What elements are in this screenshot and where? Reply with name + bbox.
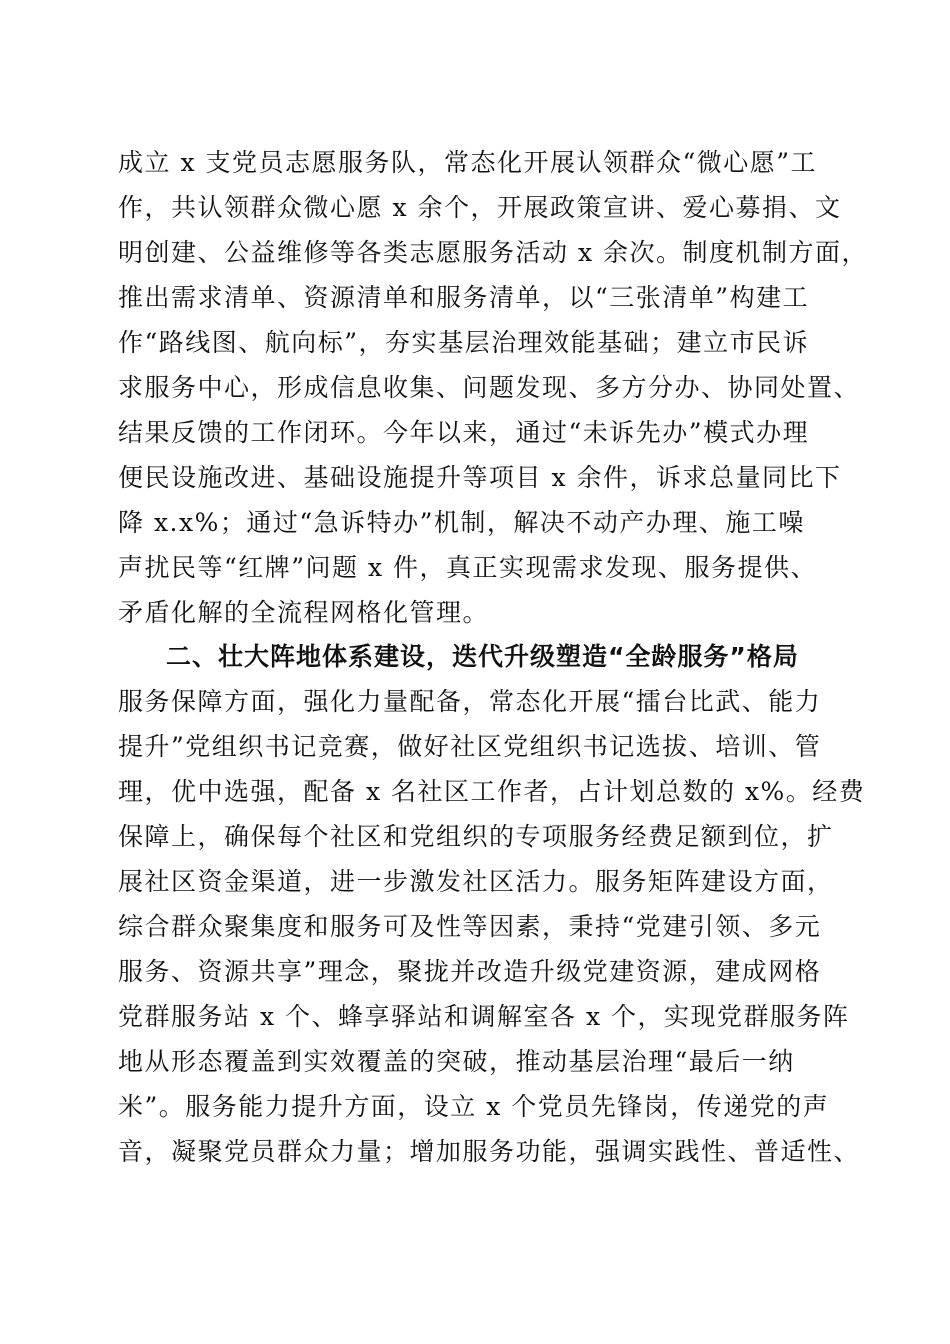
paragraph-line: 理，优中选强，配备 x 名社区工作者，占计划总数的 x%。经费 [118,777,866,806]
paragraph-line: 服务、资源共享”理念，聚拢并改造升级党建资源，建成网格 [118,957,822,986]
paragraph-line: 地从形态覆盖到实效覆盖的突破，推动基层治理“最后一纳 [118,1047,795,1076]
paragraph-1 [118,140,868,635]
paragraph-line: 求服务中心，形成信息收集、问题发现、多方分办、协同处置、 [118,373,861,402]
paragraph-line: 结果反馈的工作闭环。今年以来，通过“未诉先办”模式办理 [118,418,810,447]
paragraph-line: 综合群众聚集度和服务可及性等因素，秉持“党建引领、多元 [118,912,822,941]
paragraph-line: 党群服务站 x 个、蜂享驿站和调解室各 x 个，实现党群服务阵 [118,1002,850,1031]
paragraph-line: 服务保障方面，强化力量配备，常态化开展“擂台比武、能力 [118,687,822,716]
paragraph-line: 展社区资金渠道，进一步激发社区活力。服务矩阵建设方面， [118,867,834,896]
paragraph-line: 音，凝聚党员群众力量；增加服务功能，强调实践性、普适性、 [118,1137,861,1166]
paragraph-line: 便民设施改进、基础设施提升等项目 x 余件，诉求总量同比下 [118,463,842,492]
paragraph-line: 作，共认领群众微心愿 x 余个，开展政策宣讲、爱心募捐、文 [118,193,842,222]
paragraph-line: 作“路线图、航向标”，夯实基层治理效能基础；建立市民诉 [118,328,810,357]
paragraph-line: 推出需求清单、资源清单和服务清单，以“三张清单”构建工 [118,283,810,312]
paragraph-line: 提升”党组织书记竞赛，做好社区党组织书记选拔、培训、管 [118,732,822,761]
section-heading: 二、壮大阵地体系建设，迭代升级塑造“全龄服务”格局 [166,642,799,671]
paragraph-line: 成立 x 支党员志愿服务队，常态化开展认领群众“微心愿”工 [118,148,818,177]
paragraph-line: 米”。服务能力提升方面，设立 x 个党员先锋岗，传递党的声 [118,1092,830,1121]
paragraph-line: 声扰民等“红牌”问题 x 件，真正实现需求发现、服务提供、 [118,553,818,582]
paragraph-line: 降 x.x%；通过“急诉特办”机制，解决不动产办理、施工噪 [118,508,805,537]
paragraph-line: 矛盾化解的全流程网格化管理。 [118,598,490,627]
paragraph-2 [118,679,866,1174]
paragraph-line: 保障上，确保每个社区和党组织的专项服务经费足额到位，扩 [118,822,834,851]
paragraph-line: 明创建、公益维修等各类志愿服务活动 x 余次。制度机制方面， [118,238,868,267]
